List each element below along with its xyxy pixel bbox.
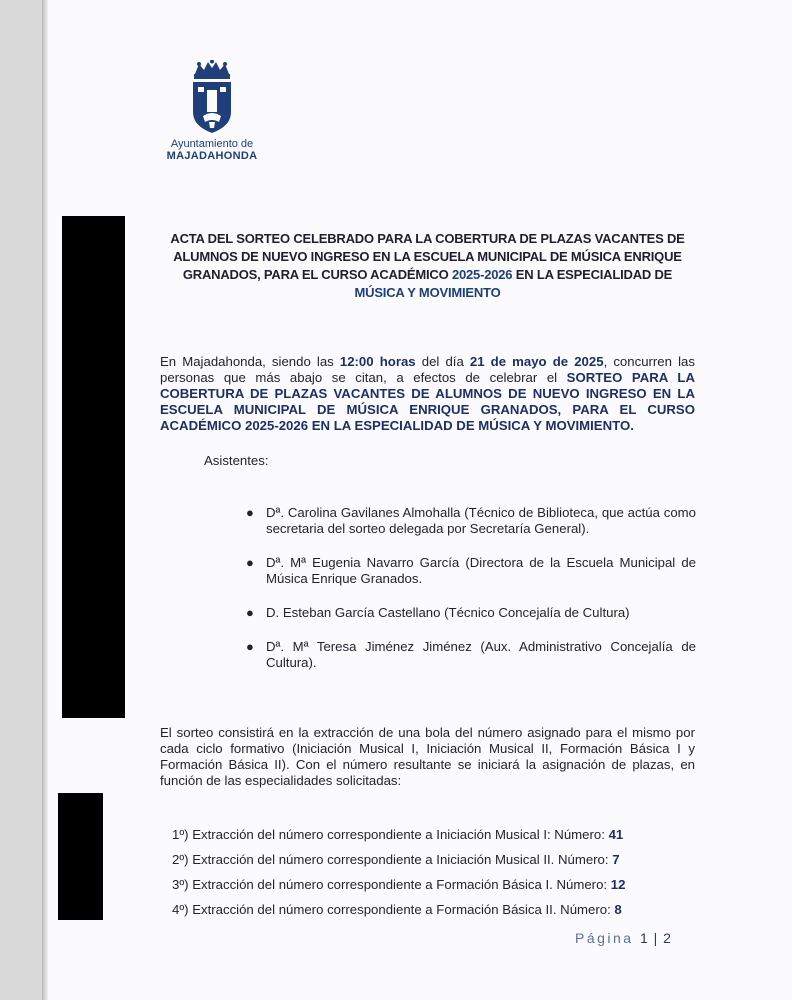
draw-row <box>172 847 692 872</box>
draw-row <box>172 822 692 847</box>
draw-number: 7 <box>612 852 620 867</box>
redaction-block-bottom <box>58 793 103 920</box>
procedure-paragraph: El sorteo consistirá en la extracción de una bola del número asignado para el mismo por cada ciclo formativo (Iniciación Musical I, Iniciación Musical II, Formación Básica I y Formación Básica II). Con el número resultante se iniciará la asignación de plazas, en función de las especialidades solicitadas: <box>160 725 695 788</box>
page-number <box>575 930 672 946</box>
title-specialty: MÚSICA Y MOVIMIENTO <box>354 285 501 300</box>
intro-paragraph <box>160 354 695 434</box>
list-item <box>246 605 696 621</box>
attendees-label: Asistentes: <box>204 453 269 468</box>
attendee-text: D. Esteban García Castellano (Técnico Concejalía de Cultura) <box>266 605 630 620</box>
title-text: ACTA DEL SORTEO CELEBRADO PARA LA COBERTURA DE PLAZAS VACANTES DE ALUMNOS DE NUEVO INGRESO EN LA ESCUELA MUNICIPAL DE MÚSICA ENRIQUE GRANADOS, PARA EL CURSO ACADÉMICO <box>170 231 685 282</box>
draw-row <box>172 872 692 897</box>
list-item <box>246 555 696 587</box>
intro-bold-statement: SORTEO PARA LA COBERTURA DE PLAZAS VACANTES DE ALUMNOS DE NUEVO INGRESO EN LA ESCUELA MUNICIPAL DE MÚSICA ENRIQUE GRANADOS, PARA EL CURSO ACADÉMICO 2025-2026 EN LA ESPECIALIDAD DE MÚSICA Y MOVIMIENTO. <box>160 370 695 433</box>
document-title <box>150 230 705 302</box>
title-year: 2025-2026 <box>451 267 513 282</box>
draw-text: 1º) Extracción del número correspondiente a Iniciación Musical I: Número: <box>172 827 605 842</box>
list-item <box>246 505 696 537</box>
draw-results <box>172 822 692 922</box>
municipal-logo <box>150 60 274 162</box>
bullet-icon: ● <box>246 605 254 620</box>
attendee-text: Dª. Carolina Gavilanes Almohalla (Técnico de Biblioteca, que actúa como secretaria del sorteo delegada por Secretaría General). <box>266 505 696 536</box>
bullet-icon: ● <box>246 505 254 520</box>
coat-of-arms-icon <box>189 60 235 134</box>
logo-caption-line2: MAJADAHONDA <box>166 150 258 162</box>
attendees-list <box>246 505 696 689</box>
bullet-icon: ● <box>246 639 254 654</box>
attendee-text: Dª. Mª Teresa Jiménez Jiménez (Aux. Administrativo Concejalía de Cultura). <box>266 639 696 670</box>
bullet-icon: ● <box>246 555 254 570</box>
list-item <box>246 639 696 671</box>
intro-text-3: , concurren las personas que más abajo se citan, a efectos de celebrar el <box>160 354 695 385</box>
title-text-end: EN LA ESPECIALIDAD DE <box>515 267 673 282</box>
draw-number: 12 <box>610 877 626 892</box>
page-label: Página <box>575 930 634 946</box>
draw-number: 41 <box>608 827 624 842</box>
intro-text-1: En Majadahonda, siendo las <box>160 354 334 369</box>
intro-text-2: del día <box>421 354 464 369</box>
scan-edge <box>42 0 48 1000</box>
draw-text: 2º) Extracción del número correspondiente a Iniciación Musical II. Número: <box>172 852 609 867</box>
intro-date: 21 de mayo de 2025 <box>469 354 604 369</box>
intro-time: 12:00 horas <box>339 354 416 369</box>
page-count: 1 | 2 <box>639 930 672 946</box>
draw-number: 8 <box>614 902 622 917</box>
draw-text: 4º) Extracción del número correspondiente a Formación Básica II. Número: <box>172 902 611 917</box>
draw-row <box>172 897 692 922</box>
logo-caption-line1: Ayuntamiento de <box>170 138 254 150</box>
attendee-text: Dª. Mª Eugenia Navarro García (Directora de la Escuela Municipal de Música Enrique Granados. <box>266 555 696 586</box>
draw-text: 3º) Extracción del número correspondiente a Formación Básica I. Número: <box>172 877 608 892</box>
redaction-block-top <box>62 216 125 718</box>
